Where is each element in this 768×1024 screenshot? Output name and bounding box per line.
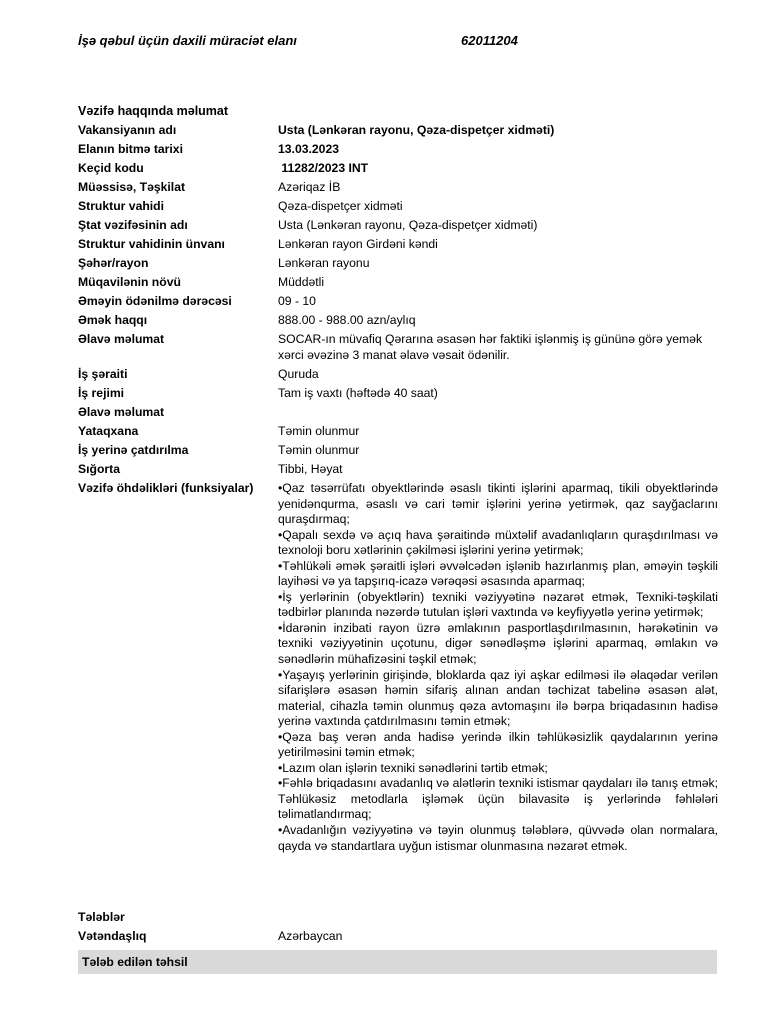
field-value xyxy=(278,403,718,422)
field-row-deadline xyxy=(78,140,718,159)
duty-item: •Avadanlığın vəziyyətinə və təyin olunmuş tələblərə, qüvvədə olan normalara, qayda və standartlara uyğun istismar olunmasına nəzarət etmək. xyxy=(278,823,718,853)
requirements-section xyxy=(78,908,718,946)
field-label: Struktur vahidinin ünvanı xyxy=(78,237,225,251)
field-row-work-mode xyxy=(78,384,718,403)
duty-item: •Lazım olan işlərin texniki sənədlərini tərtib etmək; xyxy=(278,760,548,775)
field-row-position-name xyxy=(78,216,718,235)
field-value: Azəriqaz İB xyxy=(278,180,341,194)
field-label: İş yerinə çatdırılma xyxy=(78,443,189,457)
field-row-unit-address xyxy=(78,235,718,254)
document-code: 62011204 xyxy=(461,33,518,48)
field-label: İş şəraiti xyxy=(78,367,128,381)
field-value: 888.00 - 988.00 azn/aylıq xyxy=(278,313,416,327)
document-title: İşə qəbul üçün daxili müraciət elanı xyxy=(78,33,297,48)
field-label: Yataqxana xyxy=(78,424,139,438)
duty-item: •İş yerlərinin (obyektlərin) texniki vəziyyətinə nəzarət etmək, Texniki-təşkilati tədbirlər planında nəzərdə tutulan işləri vaxtında və keyfiyyətlə yerinə yetirmək; xyxy=(278,589,718,620)
field-label: Keçid kodu xyxy=(78,161,144,175)
field-row-work-conditions xyxy=(78,365,718,384)
duty-item: •İdarənin inzibati rayon üzrə əmlakının pasportlaşdırılmasının, hərəkətinin və texniki vəziyyətinin uçotunu, digər sənədləşmə işlərini aparmaq, əmlakın və sənədlərin mühafizəsini təşkil etmək; xyxy=(278,620,718,667)
field-value: Lənkəran rayonu xyxy=(278,256,370,270)
field-row-additional-info xyxy=(78,330,718,365)
field-label: Struktur vahidi xyxy=(78,199,165,213)
field-label: Elanın bitmə tarixi xyxy=(78,142,183,156)
field-row-pay-grade xyxy=(78,292,718,311)
field-value: Tibbi, Həyat xyxy=(278,462,343,476)
fields-table xyxy=(78,121,718,854)
field-row-salary xyxy=(78,311,718,330)
field-row-transport xyxy=(78,441,718,460)
field-value: Müddətli xyxy=(278,275,325,289)
field-row-structural-unit xyxy=(78,197,718,216)
field-value: Tam iş vaxtı (həftədə 40 saat) xyxy=(278,386,438,400)
field-label: Əlavə məlumat xyxy=(78,332,165,346)
field-value: Təmin olunmur xyxy=(278,424,360,438)
field-value: Azərbaycan xyxy=(278,929,343,943)
duty-item: •Qaz təsərrüfatı obyektlərində əsaslı tikinti işlərini aparmaq, tikili obyektlərində yenidənqurma, əsaslı və cari təmir işlərini yerinə yetirmək, qaz sayğaclarını quraşdırmaq; xyxy=(278,481,718,527)
field-row-organization xyxy=(78,178,718,197)
field-value: Usta (Lənkəran rayonu, Qəza-dispetçer xidməti) xyxy=(278,123,555,137)
duties-list xyxy=(278,479,718,854)
field-label: İş rejimi xyxy=(78,386,125,400)
field-label: Sığorta xyxy=(78,462,120,476)
field-row-citizenship xyxy=(78,927,718,946)
field-row-city xyxy=(78,254,718,273)
field-label: Vətəndaşlıq xyxy=(78,929,147,943)
duty-item: •Fəhlə briqadasını avadanlıq və alətlərin texniki istismar qaydaları ilə tanış etmək; Təhlükəsiz metodlarla işləmək üçün bilavasitə iş yerlərində fəhlələri təlimatlandırmaq; xyxy=(278,776,718,822)
field-row-contract-type xyxy=(78,273,718,292)
field-value: Lənkəran rayon Girdəni kəndi xyxy=(278,237,438,251)
education-header-bar xyxy=(78,950,717,974)
requirements-title: Tələblər xyxy=(78,910,125,924)
field-row-access-code xyxy=(78,159,718,178)
field-value: Təmin olunmur xyxy=(278,443,360,457)
field-row-duties xyxy=(78,479,718,854)
field-label: Əmək haqqı xyxy=(78,313,148,327)
field-label: Vəzifə öhdəlikləri (funksiyalar) xyxy=(78,481,254,495)
field-row-insurance xyxy=(78,460,718,479)
field-row-dormitory xyxy=(78,422,718,441)
field-value: SOCAR-ın müvafiq Qərarına əsasən hər faktiki işlənmiş iş gününə görə yemək xərci əvəzinə 3 manat əlavə vəsait ödənilir. xyxy=(278,332,703,362)
field-row-additional-info-2 xyxy=(78,403,718,422)
field-label: Müqavilənin növü xyxy=(78,275,181,289)
field-label: Şəhər/rayon xyxy=(78,256,149,270)
duty-item: •Qəza baş verən anda hadisə yerində ilkin təhlükəsizlik qaydalarının yerinə yetirilməsini təmin etmək; xyxy=(278,729,718,760)
field-label: Əlavə məlumat xyxy=(78,405,165,419)
field-value: 11282/2023 INT xyxy=(278,161,369,175)
field-label: Müəssisə, Təşkilat xyxy=(78,180,186,194)
field-value: Quruda xyxy=(278,367,319,381)
field-label: Vakansiyanın adı xyxy=(78,123,177,137)
field-row-vacancy-name xyxy=(78,121,718,140)
duty-item: •Qapalı sexdə və açıq hava şəraitində müxtəlif avadanlıqların quraşdırılması və texnoloji boru xətlərinin çəkilməsi işlərini yerinə yetirmək; xyxy=(278,527,718,558)
section-title: Vəzifə haqqında məlumat xyxy=(78,104,229,118)
field-value: 13.03.2023 xyxy=(278,142,339,156)
field-label: Əməyin ödənilmə dərəcəsi xyxy=(78,294,232,308)
field-value: 09 - 10 xyxy=(278,294,316,308)
field-value: Qəza-dispetçer xidməti xyxy=(278,199,403,213)
field-label: Ştat vəzifəsinin adı xyxy=(78,218,188,232)
duty-item: •Yaşayış yerlərinin girişində, bloklarda qaz iyi aşkar edilməsi ilə əlaqədar verilən sifarişlərə əsasən həmin sifariş alınan andan təchizat tabelinə əsasən alət, material, cihazla təmin olunmuş qəza avtomaşını ilə bərpa briqadasının hadisə yerinə vaxtında çatdırılmasını təmin etmək; xyxy=(278,667,718,729)
education-label: Tələb edilən təhsil xyxy=(82,955,188,969)
field-value: Usta (Lənkəran rayonu, Qəza-dispetçer xidməti) xyxy=(278,218,538,232)
duty-item: •Təhlükəli əmək şəraitli işləri əvvəlcədən işlənib hazırlanmış plan, əməyin təşkili layihəsi və ya tapşırıq-icazə vərəqəsi əsasında aparmaq; xyxy=(278,558,718,589)
